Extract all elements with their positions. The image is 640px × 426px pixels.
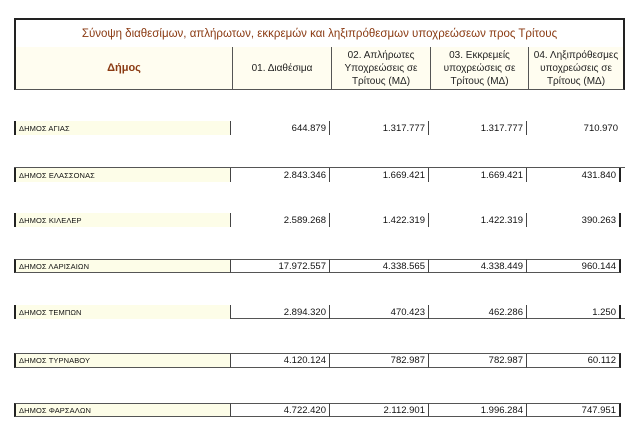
- table-row: [14, 167, 625, 181]
- table-row: [14, 305, 625, 319]
- table-row: [14, 213, 625, 227]
- municipality-cell: ΔΗΜΟΣ ΛΑΡΙΣΑΙΩΝ: [14, 259, 231, 273]
- available-cell: 4.722.420: [231, 403, 330, 417]
- unpaid-cell: 470.423: [330, 305, 429, 319]
- municipality-cell: ΔΗΜΟΣ ΕΛΑΣΣΟΝΑΣ: [14, 168, 231, 182]
- unpaid-cell: 1.317.777: [330, 121, 429, 135]
- pending-cell: 462.286: [429, 305, 527, 319]
- pending-cell: 782.987: [429, 353, 527, 368]
- available-cell: 2.589.268: [231, 213, 330, 227]
- available-cell: 2.843.346: [231, 168, 330, 182]
- table-title-text: Σύνοψη διαθεσίμων, απλήρωτων, εκκρεμών και ληξιπρόθεσμων υποχρεώσεων προς Τρίτους: [81, 27, 558, 40]
- overdue-cell: 710.970: [583, 122, 618, 134]
- table-row: [14, 121, 625, 135]
- overdue-cell: 1.250: [527, 305, 621, 319]
- available-cell: 4.120.124: [231, 353, 330, 368]
- table-title: [14, 18, 625, 48]
- available-cell: 644.879: [231, 121, 330, 135]
- header-pending: 03. Εκκρεμείς υποχρεώσεις σε Τρίτους (ΜΔ): [431, 47, 529, 89]
- overdue-cell: 747.951: [527, 403, 621, 417]
- unpaid-cell: 782.987: [330, 353, 429, 368]
- municipality-cell: ΔΗΜΟΣ ΚΙΛΕΛΕΡ: [14, 213, 231, 227]
- table-row: [14, 259, 625, 273]
- table-row: [14, 403, 625, 417]
- pending-cell: 1.317.777: [429, 121, 527, 135]
- unpaid-cell: 4.338.565: [330, 259, 429, 273]
- header-available: 01. Διαθέσιμα: [233, 47, 332, 89]
- pending-cell: 4.338.449: [429, 259, 527, 273]
- overdue-cell: 960.144: [527, 259, 621, 273]
- municipality-cell: ΔΗΜΟΣ ΤΕΜΠΩΝ: [14, 305, 231, 319]
- overdue-cell: 431.840: [527, 168, 621, 182]
- table-header-row: [14, 47, 625, 90]
- header-municipality: Δήμος: [16, 47, 233, 89]
- pending-cell: 1.422.319: [429, 213, 527, 227]
- unpaid-cell: 2.112.901: [330, 403, 429, 417]
- pending-cell: 1.669.421: [429, 168, 527, 182]
- available-cell: 2.894.320: [231, 305, 330, 319]
- municipality-cell: ΔΗΜΟΣ ΦΑΡΣΑΛΩΝ: [14, 403, 231, 417]
- pending-cell: 1.996.284: [429, 403, 527, 417]
- available-cell: 17.972.557: [231, 259, 330, 273]
- municipality-cell: ΔΗΜΟΣ ΑΓΙΑΣ: [14, 121, 231, 135]
- overdue-cell: 60.112: [527, 353, 621, 368]
- unpaid-cell: 1.669.421: [330, 168, 429, 182]
- header-unpaid: 02. Απλήρωτες Υποχρεώσεις σε Τρίτους (ΜΔ): [332, 47, 431, 89]
- header-overdue: 04. Ληξιπρόθεσμες υποχρεώσεις σε Τρίτους (ΜΔ): [533, 49, 619, 87]
- unpaid-cell: 1.422.319: [330, 213, 429, 227]
- table-row: [14, 353, 625, 368]
- municipality-cell: ΔΗΜΟΣ ΤΥΡΝΑΒΟΥ: [14, 353, 231, 368]
- overdue-cell: 390.263: [527, 213, 621, 227]
